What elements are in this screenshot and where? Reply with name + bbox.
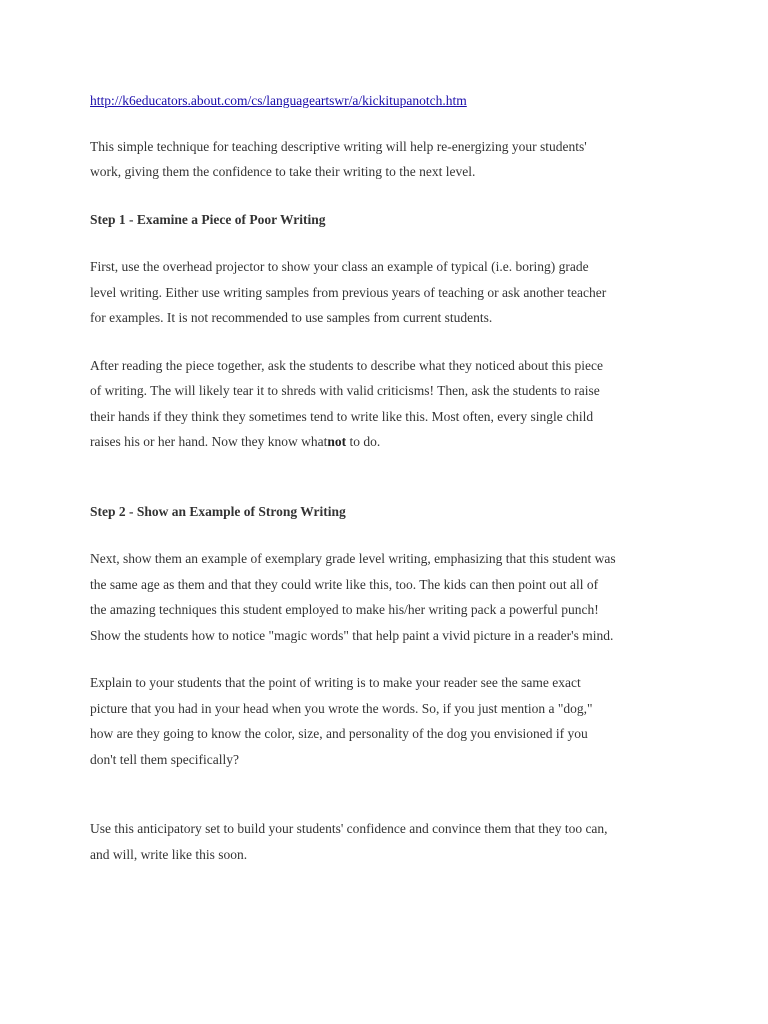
text-run: to do. — [346, 434, 381, 449]
text-line: Use this anticipatory set to build your students' confidence and convince them that they too can, — [90, 821, 608, 836]
text-line: don't tell them specifically? — [90, 751, 240, 767]
spacer — [90, 772, 690, 816]
spacer — [90, 331, 690, 353]
text-line: how are they going to know the color, size, and personality of the dog you envisioned if you — [90, 726, 588, 741]
spacer — [90, 648, 690, 670]
text-line: Show the students how to notice "magic words" that help paint a vivid picture in a reader's mind. — [90, 627, 614, 643]
step1-heading — [90, 207, 690, 233]
text-line: level writing. Either use writing samples from previous years of teaching or ask another teacher — [90, 284, 607, 300]
text-line — [90, 429, 690, 455]
text-line: Next, show them an example of exemplary grade level writing, emphasizing that this student was — [90, 551, 616, 566]
spacer — [90, 185, 690, 207]
text-line: This simple technique for teaching descriptive writing will help re-energizing your students' — [90, 138, 587, 154]
spacer — [90, 524, 690, 546]
text-line: picture that you had in your head when you wrote the words. So, if you just mention a "dog," — [90, 700, 593, 716]
step2-heading — [90, 499, 690, 525]
step1-paragraph-1 — [90, 254, 690, 331]
text-line: of writing. The will likely tear it to shreds with valid criticisms! Then, ask the students to raise — [90, 383, 600, 398]
spacer — [90, 114, 690, 134]
spacer — [90, 232, 690, 254]
text-line: After reading the piece together, ask the students to describe what they noticed about this piece — [90, 357, 604, 373]
text-line: the amazing techniques this student employed to make his/her writing pack a powerful punch! — [90, 602, 599, 617]
source-link-line — [90, 88, 690, 114]
closing-paragraph — [90, 816, 690, 867]
spacer — [90, 455, 690, 499]
text-line: work, giving them the confidence to take their writing to the next level. — [90, 164, 476, 179]
heading-text: Step 1 - Examine a Piece of Poor Writing — [90, 211, 326, 227]
text-line: for examples. It is not recommended to use samples from current students. — [90, 310, 493, 325]
step1-paragraph-2 — [90, 353, 690, 455]
step2-paragraph-2 — [90, 670, 690, 772]
step2-paragraph-1 — [90, 546, 690, 648]
intro-paragraph — [90, 134, 690, 185]
text-line: Explain to your students that the point of writing is to make your reader see the same exact — [90, 675, 581, 690]
document-body — [90, 88, 690, 867]
source-link[interactable]: http://k6educators.about.com/cs/languageartswr/a/kickitupanotch.htm — [90, 93, 467, 108]
text-line: the same age as them and that they could write like this, too. The kids can then point out all of — [90, 576, 599, 592]
heading-text: Step 2 - Show an Example of Strong Writing — [90, 503, 346, 519]
text-line: and will, write like this soon. — [90, 846, 248, 862]
bold-emphasis: not — [327, 434, 347, 449]
text-line: First, use the overhead projector to show your class an example of typical (i.e. boring) grade — [90, 259, 589, 274]
text-line: their hands if they think they sometimes tend to write like this. Most often, every single child — [90, 408, 594, 424]
text-run: raises his or her hand. Now they know what — [90, 434, 328, 449]
